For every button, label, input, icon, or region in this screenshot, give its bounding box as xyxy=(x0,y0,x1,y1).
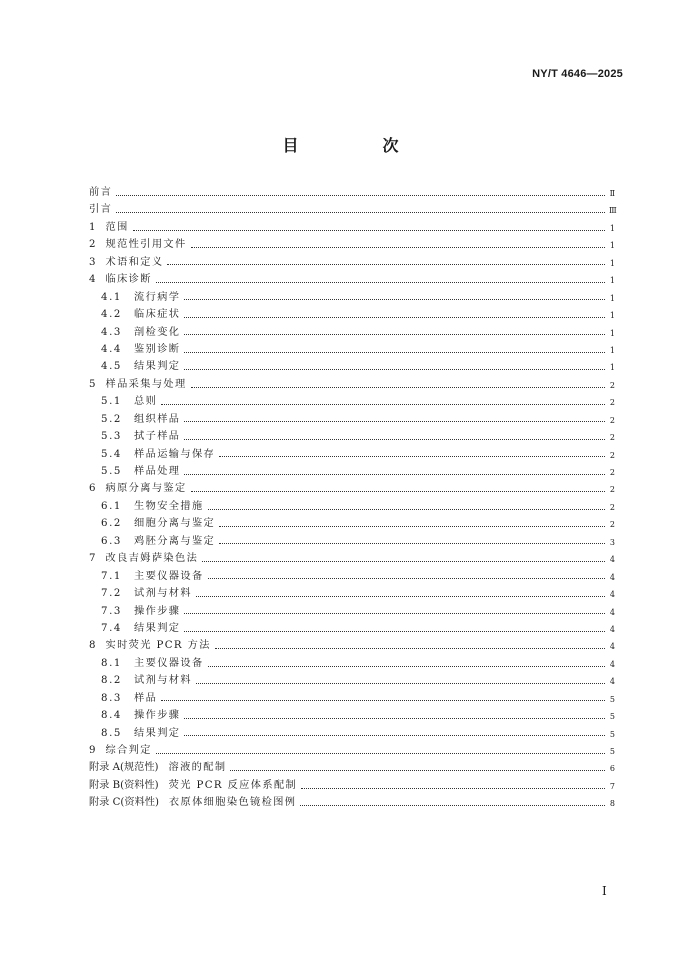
toc-entry-number: 1 xyxy=(89,221,96,233)
toc-entry-number: 4.5 xyxy=(101,361,123,373)
toc-entry[interactable] xyxy=(89,637,615,654)
toc-entry-number: 4.4 xyxy=(101,343,123,355)
toc-entry-title: 改良吉姆萨染色法 xyxy=(105,553,199,565)
toc-leader-dots xyxy=(301,787,605,789)
toc-entry-title: 样品采集与处理 xyxy=(105,378,187,390)
toc-entry-title: 试剂与材料 xyxy=(134,588,192,600)
toc-entry-title: 衣原体细胞染色镜检图例 xyxy=(168,797,297,809)
toc-entry-page: 4 xyxy=(609,607,615,617)
toc-title: 目 次 xyxy=(282,136,433,155)
toc-entry-title: 样品 xyxy=(134,692,158,704)
toc-entry-page: 5 xyxy=(609,712,615,722)
toc-entry-number: 4.3 xyxy=(101,326,123,338)
toc-entry-number: 2 xyxy=(89,239,96,251)
toc-entry-page: 2 xyxy=(609,468,615,477)
toc-entry-title: 操作步骤 xyxy=(134,605,181,617)
toc-entry-number: 7.4 xyxy=(101,622,123,634)
toc-entry-number: 8.2 xyxy=(101,675,123,687)
toc-entry-page: 2 xyxy=(609,398,615,408)
toc-entry-number: 4.2 xyxy=(101,309,123,321)
toc-entry[interactable] xyxy=(89,446,615,463)
toc-leader-dots xyxy=(184,420,605,422)
toc-entry[interactable] xyxy=(89,620,615,637)
toc-entry-page: 4 xyxy=(609,555,615,565)
toc-entry-page: 1 xyxy=(609,241,615,251)
toc-entry[interactable] xyxy=(89,376,615,393)
toc-entry-number: 7 xyxy=(89,553,96,565)
toc-entry[interactable] xyxy=(89,672,615,689)
toc-leader-dots xyxy=(116,211,605,213)
toc-leader-dots xyxy=(184,734,605,736)
toc-leader-dots xyxy=(184,438,605,440)
toc-entry-page: 1 xyxy=(609,258,615,268)
toc-entry-number: 9 xyxy=(89,745,96,756)
toc-entry-page: 1 xyxy=(609,311,615,321)
toc-leader-dots xyxy=(184,630,605,632)
toc-entry-number: 8.5 xyxy=(101,727,123,739)
toc-leader-dots xyxy=(184,717,605,719)
toc-entry[interactable] xyxy=(89,236,615,253)
toc-entry[interactable] xyxy=(89,742,615,759)
toc-entry-page: 4 xyxy=(609,624,615,634)
table-of-contents xyxy=(89,184,615,812)
toc-entry-page: 4 xyxy=(609,572,615,582)
toc-entry[interactable] xyxy=(89,254,615,271)
toc-leader-dots xyxy=(184,473,605,475)
toc-entry-title: 鸡胚分离与鉴定 xyxy=(134,535,216,547)
toc-leader-dots xyxy=(167,263,605,265)
toc-entry[interactable] xyxy=(89,358,615,375)
toc-entry-page: 5 xyxy=(609,729,615,739)
page-number: I xyxy=(602,884,607,898)
toc-entry-title: 术语和定义 xyxy=(105,256,164,268)
toc-entry-number: 4.1 xyxy=(101,291,123,303)
toc-entry-number: 7.3 xyxy=(101,605,123,617)
toc-entry-number: 7.1 xyxy=(101,570,123,582)
toc-entry[interactable] xyxy=(89,725,615,742)
toc-leader-dots xyxy=(184,351,605,353)
toc-entry-page: 2 xyxy=(609,415,615,425)
toc-entry[interactable] xyxy=(89,463,615,480)
toc-entry-title: 样品处理 xyxy=(134,466,181,477)
toc-entry[interactable] xyxy=(89,306,615,323)
toc-leader-dots xyxy=(196,595,605,597)
toc-entry[interactable] xyxy=(89,707,615,724)
toc-entry-title: 临床诊断 xyxy=(105,274,152,286)
toc-entry-page: 4 xyxy=(609,677,615,687)
toc-entry-page: 2 xyxy=(609,450,615,460)
toc-leader-dots xyxy=(219,455,605,457)
toc-entry-title: 结果判定 xyxy=(134,361,181,373)
toc-entry-number: 4 xyxy=(89,274,96,286)
toc-entry[interactable] xyxy=(89,655,615,672)
toc-leader-dots xyxy=(156,752,605,754)
toc-entry-title: 荧光 PCR 反应体系配制 xyxy=(168,779,298,791)
toc-entry-title: 剖检变化 xyxy=(134,326,181,338)
toc-leader-dots xyxy=(116,194,605,196)
toc-entry-title: 主要仪器设备 xyxy=(134,570,204,582)
toc-entry-page: 2 xyxy=(609,520,615,530)
toc-entry-page: 4 xyxy=(609,659,615,669)
standard-number: NY/T 4646—2025 xyxy=(532,68,623,80)
toc-entry-page: 1 xyxy=(609,223,615,233)
toc-entry-page: 4 xyxy=(609,590,615,600)
toc-leader-dots xyxy=(184,368,605,370)
toc-entry[interactable] xyxy=(89,568,615,585)
toc-leader-dots xyxy=(184,333,605,335)
toc-entry[interactable] xyxy=(89,184,615,201)
toc-leader-dots xyxy=(156,281,605,283)
toc-entry-number: 3 xyxy=(89,256,96,268)
toc-entry-number: 8 xyxy=(89,640,96,652)
toc-entry-number: 6.2 xyxy=(101,518,123,530)
toc-leader-dots xyxy=(208,665,605,667)
toc-entry[interactable] xyxy=(89,690,615,707)
toc-entry[interactable] xyxy=(89,515,615,532)
toc-entry-number: 8.4 xyxy=(101,710,123,722)
toc-entry-title: 综合判定 xyxy=(105,745,152,756)
toc-entry-number: 5.2 xyxy=(101,413,123,425)
toc-entry-page: 6 xyxy=(609,764,615,774)
toc-entry-page: 1 xyxy=(609,363,615,373)
toc-leader-dots xyxy=(208,577,605,579)
toc-entry-page: 8 xyxy=(609,799,615,809)
toc-entry-number: 6.3 xyxy=(101,535,123,547)
toc-entry-title: 生物安全措施 xyxy=(134,500,204,512)
toc-entry-title: 操作步骤 xyxy=(134,710,181,722)
toc-entry-page: 1 xyxy=(609,276,615,286)
toc-entry[interactable] xyxy=(89,289,615,306)
toc-entry-number: 6.1 xyxy=(101,500,123,512)
toc-entry-number: 6 xyxy=(89,483,96,495)
toc-leader-dots xyxy=(300,804,605,806)
toc-entry-number: 5.5 xyxy=(101,466,123,477)
toc-entry-page: Ⅱ xyxy=(609,189,615,198)
toc-entry-title: 溶液的配制 xyxy=(168,762,227,774)
toc-entry-title: 样品运输与保存 xyxy=(134,448,216,460)
toc-entry[interactable] xyxy=(89,393,615,410)
toc-leader-dots xyxy=(184,298,605,300)
toc-entry-title: 拭子样品 xyxy=(134,431,181,443)
toc-leader-dots xyxy=(196,682,605,684)
toc-entry-title: 前言 xyxy=(89,187,113,198)
toc-leader-dots xyxy=(219,525,605,527)
toc-entry-number: 8.1 xyxy=(101,657,123,669)
toc-entry[interactable] xyxy=(89,794,615,811)
toc-leader-dots xyxy=(202,560,605,562)
toc-leader-dots xyxy=(230,769,605,771)
toc-entry-title: 总则 xyxy=(134,396,158,408)
toc-entry[interactable] xyxy=(89,411,615,428)
toc-entry[interactable] xyxy=(89,759,615,776)
toc-leader-dots xyxy=(161,403,605,405)
toc-entry[interactable] xyxy=(89,777,615,794)
toc-entry[interactable] xyxy=(89,585,615,602)
toc-entry[interactable] xyxy=(89,341,615,358)
toc-entry[interactable] xyxy=(89,428,615,445)
toc-leader-dots xyxy=(191,246,605,248)
toc-entry-title: 结果判定 xyxy=(134,622,181,634)
toc-entry-title: 组织样品 xyxy=(134,413,181,425)
toc-entry-title: 规范性引用文件 xyxy=(105,239,187,251)
toc-entry-number: 5.4 xyxy=(101,448,123,460)
toc-entry-page: 1 xyxy=(609,293,615,303)
toc-entry-page: 4 xyxy=(609,642,615,652)
toc-entry-title: 实时荧光 PCR 方法 xyxy=(105,640,211,652)
toc-entry-title: 试剂与材料 xyxy=(134,675,192,687)
toc-leader-dots xyxy=(184,612,605,614)
toc-entry-title: 引言 xyxy=(89,204,113,216)
toc-entry-title: 病原分离与鉴定 xyxy=(105,483,187,495)
toc-entry-page: 2 xyxy=(609,485,615,495)
toc-entry[interactable] xyxy=(89,271,615,288)
toc-leader-dots xyxy=(215,647,605,649)
toc-entry-page: 2 xyxy=(609,502,615,512)
toc-entry[interactable] xyxy=(89,219,615,236)
toc-entry-title: 流行病学 xyxy=(134,291,181,303)
toc-leader-dots xyxy=(133,229,605,231)
toc-entry-number: 附录 B(资料性) xyxy=(89,779,159,791)
toc-leader-dots xyxy=(191,490,605,492)
toc-entry-page: 3 xyxy=(609,537,615,547)
toc-entry-title: 临床症状 xyxy=(134,309,181,321)
toc-entry-page: 1 xyxy=(609,328,615,338)
toc-entry-title: 结果判定 xyxy=(134,727,181,739)
toc-entry-page: 5 xyxy=(609,747,615,756)
toc-entry-title: 主要仪器设备 xyxy=(134,657,204,669)
toc-entry[interactable] xyxy=(89,533,615,550)
toc-entry[interactable] xyxy=(89,550,615,567)
toc-entry-number: 附录 C(资料性) xyxy=(89,797,159,809)
toc-entry[interactable] xyxy=(89,603,615,620)
toc-leader-dots xyxy=(191,386,605,388)
toc-entry-page: 2 xyxy=(609,433,615,443)
toc-entry-title: 鉴别诊断 xyxy=(134,343,181,355)
toc-entry-page: 2 xyxy=(609,380,615,390)
toc-entry-page: 7 xyxy=(609,781,615,791)
toc-entry-title: 范围 xyxy=(105,221,129,233)
toc-entry-number: 7.2 xyxy=(101,588,123,600)
toc-entry[interactable] xyxy=(89,324,615,341)
toc-leader-dots xyxy=(184,316,605,318)
toc-entry-number: 5.3 xyxy=(101,431,123,443)
toc-entry-number: 5 xyxy=(89,378,96,390)
toc-entry-number: 附录 A(规范性) xyxy=(89,762,159,774)
toc-entry-title: 细胞分离与鉴定 xyxy=(134,518,216,530)
toc-entry-page: Ⅲ xyxy=(609,206,617,216)
toc-entry-number: 5.1 xyxy=(101,396,123,408)
toc-leader-dots xyxy=(208,508,605,510)
toc-entry-page: 5 xyxy=(609,694,615,704)
toc-entry[interactable] xyxy=(89,201,615,218)
toc-entry-number: 8.3 xyxy=(101,692,123,704)
toc-entry-page: 1 xyxy=(609,345,615,355)
toc-leader-dots xyxy=(161,699,605,701)
toc-leader-dots xyxy=(219,542,605,544)
toc-entry[interactable] xyxy=(89,498,615,515)
toc-entry[interactable] xyxy=(89,480,615,497)
